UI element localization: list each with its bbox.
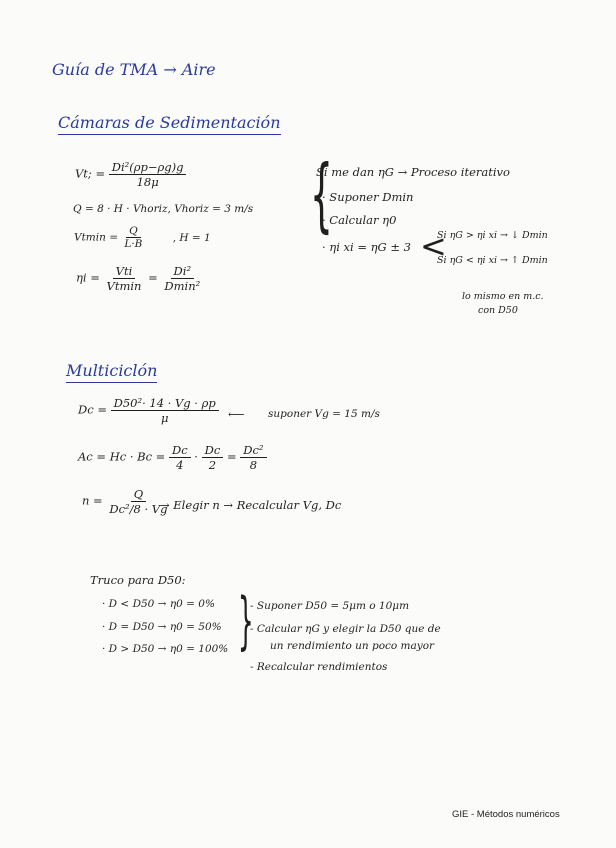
iterative-step-2: · Calcular η0 [322, 213, 397, 227]
formula-ac-fraction-2 [202, 443, 224, 472]
iterative-step-4b: con D50 [478, 305, 518, 316]
truco-item-3: · D > D50 → η0 = 100% [102, 643, 229, 655]
truco-item-2: · D = D50 → η0 = 50% [102, 621, 222, 633]
formula-vtmin-fraction [121, 225, 145, 250]
section-title-truco: Truco para D50: [90, 573, 186, 587]
truco-note-2: - Calcular ηG y elegir la D50 que de [250, 623, 441, 635]
formula-ac-equals: = [226, 449, 237, 464]
truco-item-1: · D < D50 → η0 = 0% [102, 598, 215, 610]
formula-dc-denominator: μ [160, 411, 169, 425]
formula-dc-lhs: Dc = [78, 402, 107, 417]
formula-vtmin-numerator: Q [126, 225, 141, 238]
section-title-camaras: Cámaras de Sedimentación [58, 113, 281, 135]
formula-vt-denominator: 18μ [136, 175, 159, 189]
page-title: Guía de TMA → Aire [52, 60, 216, 79]
formula-ac-num-3: Dc² [240, 443, 266, 458]
formula-ac-fraction-3 [240, 443, 266, 472]
formula-ac [78, 443, 267, 472]
formula-n-numerator: Q [131, 487, 146, 502]
formula-n-lhs: n = [82, 493, 103, 508]
iterative-step-1: · Suponer Dmin [322, 190, 414, 204]
footer-text: GIE - Métodos numéricos [452, 809, 560, 820]
formula-vtmin-lhs: Vtmin = [74, 231, 119, 244]
formula-q: Q = 8 · H · Vhoriz, Vhoriz = 3 m/s [73, 203, 254, 215]
formula-eta-equals: = [148, 270, 158, 285]
formula-ac-num-2: Dc [202, 443, 224, 458]
formula-vtmin-denominator: L·B [124, 238, 143, 250]
formula-ac-den-1: 4 [176, 458, 184, 472]
formula-n [82, 487, 170, 516]
formula-vt-lhs: Vt; = [75, 166, 106, 181]
truco-note-3: - Recalcular rendimientos [250, 661, 388, 673]
formula-n-note: → Elegir n → Recalcular Vg, Dc [160, 498, 342, 512]
formula-dc-fraction [111, 396, 219, 425]
iterative-step-3: · ηi xi = ηG ± 3 [322, 240, 411, 254]
angle-bracket: < [420, 227, 447, 265]
formula-dc-numerator: D50²· 14 · Vg · ρp [111, 396, 219, 411]
truco-note-2b: un rendimiento un poco mayor [270, 640, 435, 652]
formula-eta [76, 264, 203, 293]
iterative-step-4a: lo mismo en m.c. [462, 291, 544, 302]
formula-vt-fraction [109, 160, 187, 189]
formula-ac-times: · [194, 449, 198, 464]
section-title-multiciclon: Multiciclón [66, 361, 157, 383]
iterative-title: Si me dan ηG → Proceso iterativo [316, 165, 510, 179]
formula-ac-den-2: 2 [208, 458, 217, 472]
formula-dc-note: suponer Vg = 15 m/s [268, 408, 380, 420]
formula-dc [78, 396, 219, 425]
right-brace-truco: } [237, 584, 254, 657]
arrow-left-dc: ⟵ [228, 407, 245, 421]
formula-eta-den-2: Dmin² [164, 279, 201, 293]
iterative-step-3b: Si ηG < ηi xi → ↑ Dmin [437, 255, 548, 266]
formula-ac-num-1: Dc [169, 443, 191, 458]
formula-eta-num-2: Di² [171, 264, 195, 279]
formula-eta-lhs: ηi = [76, 270, 100, 285]
formula-vt-numerator: Di²(ρp−ρg)g [109, 160, 187, 175]
formula-vtmin-extra: , H = 1 [172, 231, 211, 244]
formula-n-denominator: Dc²/8 · Vg [109, 502, 168, 516]
formula-vt [75, 160, 186, 189]
formula-ac-lhs: Ac = Hc · Bc = [78, 449, 166, 464]
formula-ac-fraction-1 [169, 443, 191, 472]
formula-eta-num-1: Vti [113, 264, 136, 279]
formula-eta-den-1: Vtmin [106, 279, 142, 293]
formula-ac-den-3: 8 [249, 458, 258, 472]
left-brace-iterative: { [309, 148, 333, 241]
formula-eta-fraction-2 [161, 264, 203, 293]
formula-vtmin [74, 225, 211, 250]
formula-eta-fraction-1 [104, 264, 145, 293]
truco-note-1: - Suponer D50 = 5μm o 10μm [250, 600, 410, 612]
iterative-step-3a: Si ηG > ηi xi → ↓ Dmin [437, 230, 548, 241]
